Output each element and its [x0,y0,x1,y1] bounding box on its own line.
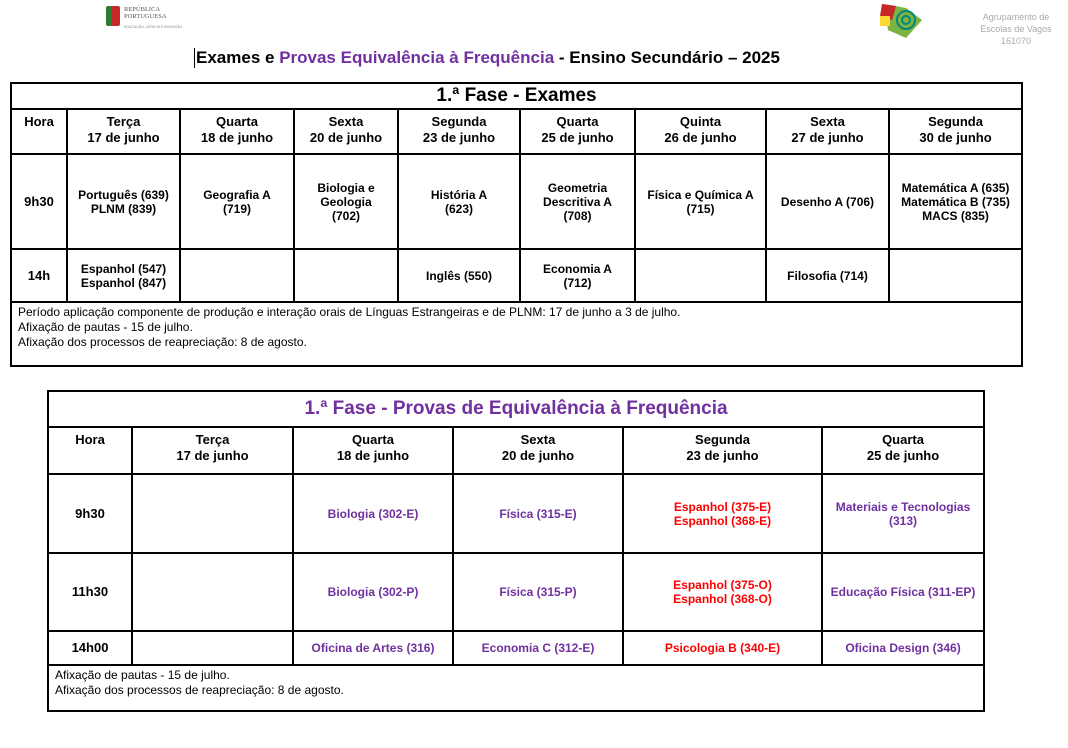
exam-name: (715) [686,201,715,216]
exam-cell [67,154,180,249]
exam-cell [766,249,889,302]
day-header [520,109,635,154]
exam-name: Espanhol (547) [80,261,167,276]
exam-cell [293,474,453,553]
exam-cell [889,249,1022,302]
exam-cell [293,631,453,665]
day-name: Quarta [352,432,394,447]
exam-name: Espanhol (375-O) [673,578,772,592]
day-header [294,109,398,154]
exam-name: Geometria [547,180,608,195]
title-part: Provas Equivalência à Frequência [279,48,555,67]
day-date: 26 de junho [664,130,737,145]
logo-text: REPÚBLICA [124,6,161,13]
logo-text: PORTUGUESA [124,13,167,20]
day-date: 23 de junho [686,448,759,463]
provas-table [47,390,985,712]
exam-name: Espanhol (847) [80,275,167,290]
day-date: 25 de junho [866,448,940,463]
school-line: Escolas de Vagos [980,24,1052,34]
exam-cell [132,631,293,665]
note-line: Afixação dos processos de reapreciação: 8 de agosto. [18,335,307,349]
day-header [67,109,180,154]
exam-name: Inglês (550) [425,268,493,283]
exam-name: História A [430,187,488,202]
day-name: Quinta [679,114,722,129]
day-date: 25 de junho [541,130,614,145]
day-header [132,427,293,474]
day-header [822,427,984,474]
exam-cell [822,631,984,665]
exam-name: (313) [889,513,918,528]
exam-name: MACS (835) [922,208,989,223]
day-date: 20 de junho [501,448,575,463]
exam-name: Geografia A [203,187,271,202]
day-name: Segunda [928,114,983,129]
hora-cell: 9h30 [48,474,132,553]
exam-cell [453,631,623,665]
table-caption: 1.ª Fase - Exames [11,83,1022,109]
exam-name: Economia C (312-E) [481,641,595,655]
day-name: Segunda [431,114,487,129]
school-name [970,11,1062,47]
exam-name: Economia A [543,261,612,276]
exam-name: Desenho A (706) [780,194,875,209]
page-title [194,48,780,68]
exam-name: Biologia (302-E) [327,506,419,521]
exam-name: Descritiva A [543,194,612,209]
day-date: 17 de junho [87,130,160,145]
exam-cell [453,474,623,553]
school-code: 161070 [1000,36,1032,46]
hora-header: Hora [11,109,67,154]
hora-cell: 14h00 [48,631,132,665]
exam-cell [293,553,453,631]
exam-cell [180,154,294,249]
exam-name: Educação Física (311-EP) [830,585,976,599]
exam-cell [635,154,766,249]
table-row [48,474,984,553]
exam-name: Filosofia (714) [787,268,868,283]
day-date: 23 de junho [422,130,496,145]
day-date: 27 de junho [791,130,864,145]
exam-name: (712) [563,275,592,290]
flag-icon [106,6,120,26]
day-header [889,109,1022,154]
hora-cell: 14h [11,249,67,302]
day-header [398,109,520,154]
exam-name: Geologia [320,194,372,209]
republica-portuguesa-logo [106,6,182,29]
exam-cell [180,249,294,302]
title-part: Exames e [196,48,280,67]
exam-name: PLNM (839) [90,201,157,216]
exam-name: Biologia e [317,180,375,195]
day-date: 18 de junho [336,448,410,463]
exam-name: (623) [444,201,473,216]
exam-cell [132,474,293,553]
exam-name: Português (639) [78,187,169,202]
exam-name: (708) [563,208,592,223]
day-name: Sexta [328,114,364,129]
day-header [293,427,453,474]
exam-name: Espanhol (368-O) [673,592,772,606]
exames-table [10,82,1023,367]
hora-cell: 11h30 [48,553,132,631]
table-caption: 1.ª Fase - Provas de Equivalência à Frequência [48,391,984,427]
note-line: Afixação de pautas - 15 de julho. [18,320,193,334]
exam-name: (719) [222,201,251,216]
exam-cell [635,249,766,302]
exam-cell [623,553,822,631]
exam-name: Psicologia B (340-E) [664,641,781,655]
day-header [766,109,889,154]
exam-cell [294,249,398,302]
hora-header: Hora [48,427,132,474]
exam-name: Oficina Design (346) [845,641,961,655]
exam-cell [132,553,293,631]
day-header [453,427,623,474]
day-header [623,427,822,474]
table-row [48,631,984,665]
note-line: Afixação dos processos de reapreciação: 8 de agosto. [55,683,344,697]
day-date: 20 de junho [309,130,383,145]
exam-cell [623,631,822,665]
exam-name: Física (315-E) [499,506,577,521]
exam-cell [520,249,635,302]
note-line: Período aplicação componente de produção e interação orais de Línguas Estrangeiras e de PLNM: 17 de junho a 3 de julho. [18,305,681,319]
logo-subtext: EDUCAÇÃO, CIÊNCIA E INOVAÇÃO [124,25,183,29]
day-name: Sexta [520,432,556,447]
exam-name: Materiais e Tecnologias [835,499,971,514]
exam-name: Oficina de Artes (316) [311,641,435,655]
hora-cell: 9h30 [11,154,67,249]
day-name: Segunda [695,432,750,447]
day-date: 17 de junho [176,448,249,463]
school-line: Agrupamento de [982,12,1050,22]
exam-cell [623,474,822,553]
exam-cell [398,249,520,302]
exam-name: Espanhol (375-E) [673,499,772,514]
day-date: 30 de junho [919,130,992,145]
day-header [635,109,766,154]
notes-cell [48,665,984,711]
exam-cell [766,154,889,249]
exam-cell [453,553,623,631]
table-row [48,553,984,631]
day-name: Sexta [810,114,845,129]
exam-name: Matemática A (635) [901,180,1010,195]
school-logo-icon [876,2,924,40]
day-name: Terça [106,114,141,129]
exam-name: Física (315-P) [499,585,577,599]
day-date: 18 de junho [200,130,274,145]
exam-cell [822,474,984,553]
exam-cell [889,154,1022,249]
exam-name: Espanhol (368-E) [673,513,772,528]
exam-name: Física e Química A [647,187,754,202]
table-row [11,154,1022,249]
exam-name: Matemática B (735) [901,194,1010,209]
day-name: Quarta [556,114,599,129]
day-header [180,109,294,154]
table-row [11,249,1022,302]
exam-cell [398,154,520,249]
day-name: Quarta [882,432,924,447]
day-name: Terça [195,432,230,447]
notes-cell [11,302,1022,366]
exam-cell [67,249,180,302]
exam-name: (702) [331,208,360,223]
day-name: Quarta [216,114,258,129]
exam-cell [822,553,984,631]
exam-name: Biologia (302-P) [327,585,419,599]
exam-cell [294,154,398,249]
title-part: - Ensino Secundário – 2025 [554,48,780,67]
note-line: Afixação de pautas - 15 de julho. [55,668,230,682]
exam-cell [520,154,635,249]
